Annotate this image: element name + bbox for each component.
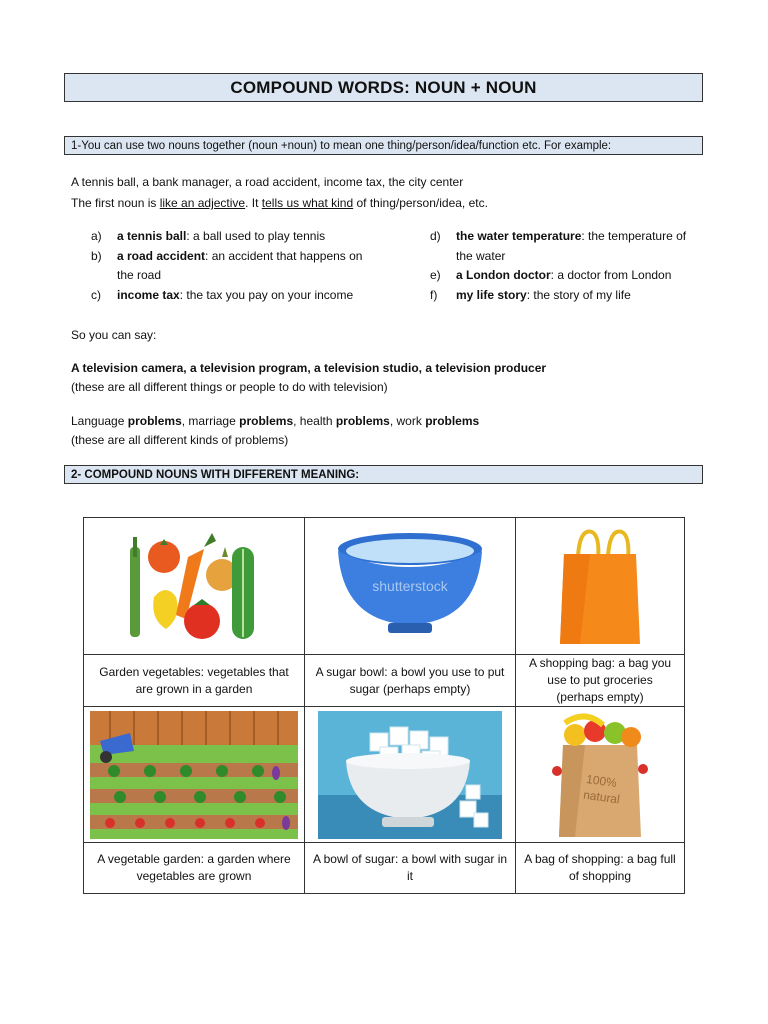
list-marker: b) — [91, 248, 102, 263]
problems-line — [71, 414, 479, 429]
problems-bold: problems — [127, 414, 182, 428]
vegetables-image — [124, 527, 264, 645]
list-item-definition: : the tax you pay on your income — [179, 287, 354, 302]
caption-sugar-bowl — [305, 655, 516, 707]
list-item-term: the water temperature — [456, 229, 582, 243]
sugar-bowl-cell — [305, 518, 516, 655]
explanation-line — [71, 196, 488, 211]
examples-list-right — [430, 227, 700, 305]
caption-bag-of-shopping — [516, 843, 685, 894]
list-item-term: a road accident — [117, 248, 206, 263]
section-2-heading: 2- COMPOUND NOUNS WITH DIFFERENT MEANING: — [64, 465, 703, 484]
vegetable-garden-image — [90, 711, 298, 839]
list-marker: a) — [91, 229, 102, 243]
so-you-can-say: So you can say: — [71, 328, 157, 342]
problems-word: , work — [389, 414, 426, 428]
explain-text-3: of thing/person/idea, etc. — [353, 196, 488, 210]
shopping-bag-image — [550, 526, 650, 646]
caption-bowl-of-sugar — [305, 843, 516, 894]
caption-garden-vegetables — [84, 655, 305, 707]
problems-bold: problems — [425, 414, 480, 428]
bag-of-shopping-image — [545, 711, 655, 839]
problems-word: , health — [293, 414, 336, 428]
section-1-heading: 1-You can use two nouns together (noun +noun) to mean one thing/person/idea/function etc. For example: — [64, 136, 703, 155]
caption-text: A bag of shopping: a bag full of shopping — [524, 852, 676, 883]
problems-note: (these are all different kinds of problems) — [71, 433, 289, 447]
list-item-term: income tax — [117, 287, 180, 302]
list-item-term: a tennis ball — [117, 229, 187, 243]
caption-vegetable-garden — [84, 843, 305, 894]
problems-bold: problems — [335, 414, 390, 428]
list-item-term: a London doctor — [456, 268, 551, 282]
caption-text: A bowl of sugar: a bowl with sugar in it — [312, 852, 508, 883]
caption-text: Garden vegetables: vegetables that are grown in a garden — [99, 664, 289, 696]
explain-underline-1: like an adjective — [159, 196, 246, 210]
list-marker: f) — [430, 287, 438, 302]
list-marker: e) — [430, 268, 441, 282]
bowl-of-sugar-image — [318, 711, 502, 839]
list-item-definition: : the temperature of the water — [456, 229, 687, 263]
bowl-of-sugar-cell — [305, 707, 516, 843]
bag-print-line-1: 100% — [585, 771, 618, 790]
empty-bowl-image — [330, 527, 490, 645]
television-note: (these are all different things or people to do with television) — [71, 380, 388, 394]
compound-nouns-table — [83, 517, 685, 894]
explain-text-1: The first noun is — [71, 196, 160, 210]
vegetable-garden-cell — [84, 707, 305, 843]
problems-bold: problems — [239, 414, 294, 428]
bag-print-line-2: natural — [582, 787, 621, 807]
examples-line: A tennis ball, a bank manager, a road accident, income tax, the city center — [71, 175, 464, 189]
shutterstock-watermark: shutterstock — [372, 578, 448, 594]
bag-of-shopping-cell — [516, 707, 685, 843]
list-item — [91, 247, 381, 286]
list-item — [91, 227, 381, 247]
caption-text: A sugar bowl: a bowl you use to put sugar (perhaps empty) — [315, 664, 505, 696]
list-marker: c) — [91, 287, 101, 302]
list-item — [430, 286, 700, 306]
caption-text: A shopping bag: a bag you use to put groceries (perhaps empty) — [528, 656, 672, 704]
list-item — [430, 266, 700, 286]
list-item-definition: : an accident that happens on the road — [117, 248, 363, 282]
examples-list-left — [91, 227, 381, 305]
problems-word: , marriage — [181, 414, 240, 428]
shopping-bag-cell — [516, 518, 685, 655]
list-item-definition: : a ball used to play tennis — [186, 229, 326, 243]
list-item — [91, 286, 381, 306]
problems-word: Language — [71, 414, 128, 428]
caption-shopping-bag — [516, 655, 685, 707]
list-item-term: my life story — [456, 287, 527, 302]
explain-text-2: . It — [245, 196, 262, 210]
explain-underline-2: tells us what kind — [261, 196, 354, 210]
list-item-definition: : the story of my life — [526, 287, 631, 302]
list-item-definition: : a doctor from London — [550, 268, 672, 282]
list-marker: d) — [430, 229, 441, 243]
garden-vegetables-cell — [84, 518, 305, 655]
list-item — [430, 227, 700, 266]
caption-text: A vegetable garden: a garden where vegetables are grown — [97, 852, 291, 883]
television-line: A television camera, a television program, a television studio, a television producer — [71, 361, 547, 375]
page-title: COMPOUND WORDS: NOUN + NOUN — [64, 73, 703, 102]
